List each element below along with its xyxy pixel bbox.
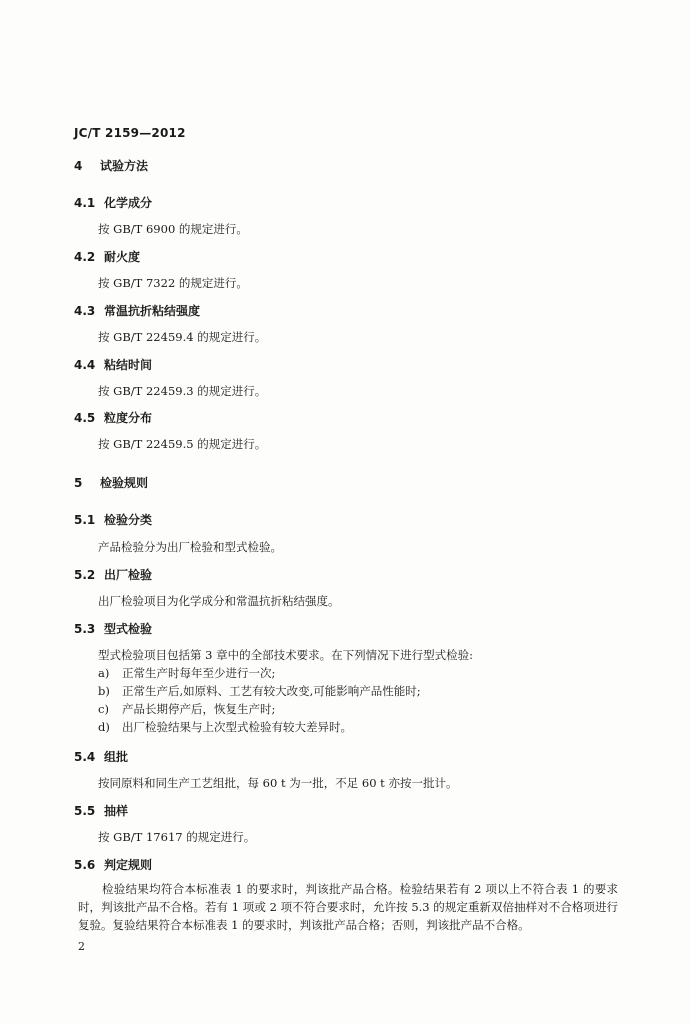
section-5-6-text: 检验结果均符合本标准表 1 的要求时，判该批产品合格。检验结果若有 2 项以上不符合表 1 的要求时，判该批产品不合格。若有 1 项或 2 项不符合要求时，允许按 5.3 的规定重新双倍抽样对不合格项进行复验。复验结果符合本标准表 1 的要求时，判该批产品合格；否则，判该批产品不合格。 [78,882,618,932]
section-number: 4.2 [74,250,96,264]
section-title: 试验方法 [100,159,149,173]
section-5-4-text: 按同原料和同生产工艺组批，每 60 t 为一批，不足 60 t 亦按一批计。 [98,776,458,790]
section-number: 4.1 [74,196,96,210]
section-number: 4.4 [74,358,96,372]
section-number: 5.3 [74,622,96,636]
section-5-heading [74,474,148,491]
section-4-4-heading [74,356,152,373]
section-4-5-heading [74,409,152,426]
list-marker: b) [98,684,110,698]
section-4-3-heading [74,302,200,319]
section-number: 5.1 [74,513,96,527]
section-4-1-text: 按 GB/T 6900 的规定进行。 [98,222,248,236]
section-number: 5.4 [74,750,96,764]
section-5-3-heading [74,620,152,637]
section-4-4-text: 按 GB/T 22459.3 的规定进行。 [98,384,267,398]
section-title: 粘结时间 [104,358,153,372]
section-title: 常温抗折粘结强度 [104,304,201,318]
section-5-4-heading [74,748,128,765]
section-number: 5.2 [74,568,96,582]
section-5-1-heading [74,511,152,528]
section-title: 判定规则 [104,858,153,872]
section-title: 组批 [104,750,129,764]
section-title: 粒度分布 [104,411,153,425]
section-number: 4 [74,159,83,173]
section-title: 化学成分 [104,196,153,210]
list-text: 产品长期停产后，恢复生产时; [122,702,276,716]
section-title: 检验分类 [104,513,153,527]
section-5-5-heading [74,802,128,819]
list-item [98,701,275,717]
section-4-2-heading [74,248,140,265]
section-title: 检验规则 [100,476,149,490]
section-number: 5.6 [74,858,96,872]
section-number: 5 [74,476,83,490]
list-text: 出厂检验结果与上次型式检验有较大差异时。 [122,720,352,734]
section-title: 耐火度 [104,250,141,264]
section-number: 4.3 [74,304,96,318]
section-5-5-text: 按 GB/T 17617 的规定进行。 [98,830,256,844]
section-5-3-text: 型式检验项目包括第 3 章中的全部技术要求。在下列情况下进行型式检验: [98,648,473,662]
list-item [98,683,421,699]
list-item [98,665,275,681]
section-5-1-text: 产品检验分为出厂检验和型式检验。 [98,540,282,554]
section-title: 抽样 [104,804,129,818]
section-title: 型式检验 [104,622,153,636]
section-5-6-heading [74,856,152,873]
section-5-2-heading [74,566,152,583]
section-4-heading [74,157,148,174]
list-text: 正常生产后,如原料、工艺有较大改变,可能影响产品性能时; [122,684,421,698]
section-4-5-text: 按 GB/T 22459.5 的规定进行。 [98,437,267,451]
page-number: 2 [78,940,85,953]
section-5-2-text: 出厂检验项目为化学成分和常温抗折粘结强度。 [98,594,340,608]
list-item [98,719,352,735]
section-4-3-text: 按 GB/T 22459.4 的规定进行。 [98,330,267,344]
section-4-2-text: 按 GB/T 7322 的规定进行。 [98,276,248,290]
list-text: 正常生产时每年至少进行一次; [122,666,276,680]
section-title: 出厂检验 [104,568,153,582]
list-marker: d) [98,720,110,734]
list-marker: c) [98,702,109,716]
section-number: 5.5 [74,804,96,818]
standard-code: JC/T 2159—2012 [74,126,186,140]
list-marker: a) [98,666,110,680]
section-4-1-heading [74,194,152,211]
section-number: 4.5 [74,411,96,425]
